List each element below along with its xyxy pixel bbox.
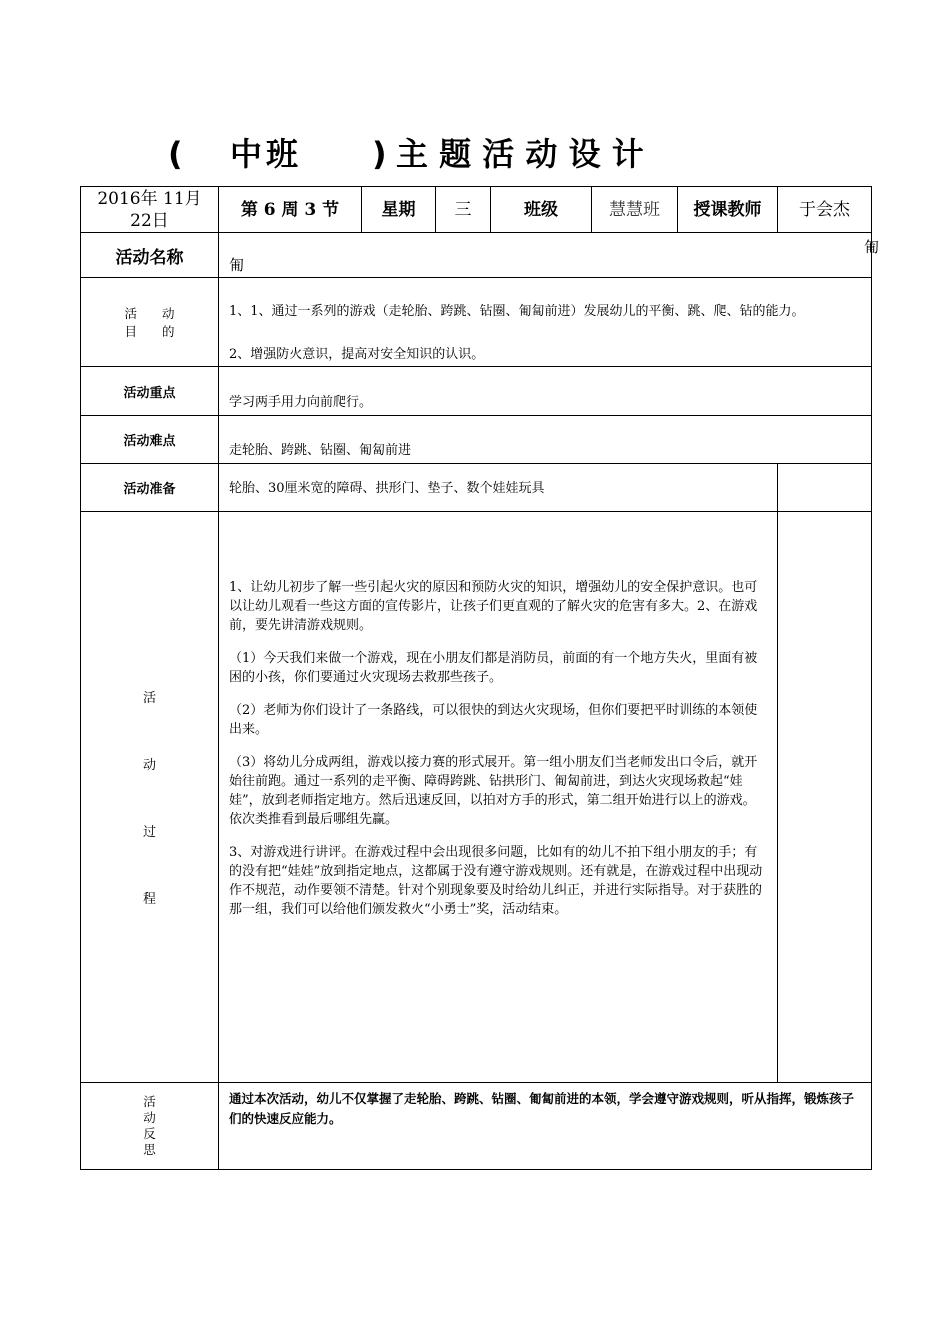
- date-cell: 2016年 11月 22日: [81, 187, 219, 233]
- weekday-label: 星期: [362, 187, 436, 233]
- header-row: [81, 187, 872, 233]
- process-row: [81, 512, 872, 1083]
- activity-name-label: 活动名称: [81, 233, 219, 278]
- week-cell: 第 6 周 3 节: [219, 187, 362, 233]
- process-extra-cell: [778, 512, 872, 1083]
- goals-content: [219, 278, 872, 367]
- class-value: 慧慧班: [592, 187, 678, 233]
- stray-character: 匍: [864, 238, 880, 256]
- title-open-paren: (: [168, 135, 183, 173]
- teacher-value: 于会杰: [778, 187, 872, 233]
- key-point-label: 活动重点: [81, 367, 219, 416]
- class-label: 班级: [491, 187, 592, 233]
- process-paragraph: （3）将幼儿分成两组，游戏以接力赛的形式展开。第一组小朋友们当老师发出口令后，就开始往前跑。通过一系列的走平衡、障碍跨跳、钻拱形门、匍匐前进，到达火灾现场救起“娃娃”，放到老师指定地方。然后迅速反回，以拍对方手的形式，第二组开始进行以上的游戏。依次类推看到最后哪组先赢。: [229, 755, 758, 827]
- reflection-row: [81, 1083, 872, 1170]
- activity-name-row: [81, 233, 872, 278]
- process-paragraph: （1）今天我们来做一个游戏，现在小朋友们都是消防员，前面的有一个地方失火，里面有被困的小孩，你们要通过火灾现场去救那些孩子。: [229, 651, 758, 685]
- reflection-value: 通过本次活动，幼儿不仅掌握了走轮胎、跨跳、钻圈、匍匐前进的本领，学会遵守游戏规则，听从指挥，锻炼孩子们的快速反应能力。: [219, 1083, 872, 1170]
- preparation-value: 轮胎、30厘米宽的障碍、拱形门、垫子、数个娃娃玩具: [219, 464, 778, 512]
- teacher-label: 授课教师: [678, 187, 778, 233]
- title-subject: 主 题 活 动 设 计: [396, 135, 644, 173]
- preparation-label: 活动准备: [81, 464, 219, 512]
- title-close-paren: ): [372, 135, 387, 173]
- reflection-label: 活 动 反 思: [81, 1083, 219, 1170]
- weekday-value: 三: [436, 187, 491, 233]
- goal-item: 2、增强防火意识，提高对安全知识的认识。: [229, 347, 485, 362]
- key-point-value: 学习两手用力向前爬行。: [219, 367, 872, 416]
- preparation-extra-cell: [778, 464, 872, 512]
- difficulty-value: 走轮胎、跨跳、钻圈、匍匐前进: [219, 416, 872, 464]
- goal-item: 1、1、通过一系列的游戏（走轮胎、跨跳、钻圈、匍匐前进）发展幼儿的平衡、跳、爬、钻的能力。: [229, 304, 805, 319]
- process-paragraph: （2）老师为你们设计了一条路线，可以很快的到达火灾现场，但你们要把平时训练的本领使出来。: [229, 703, 758, 737]
- process-content: [219, 512, 778, 1083]
- goals-row: [81, 278, 872, 367]
- activity-name-value: 匍: [219, 233, 872, 278]
- preparation-row: [81, 464, 872, 512]
- process-label: 活 动 过 程: [81, 512, 219, 1083]
- key-point-row: [81, 367, 872, 416]
- difficulty-label: 活动难点: [81, 416, 219, 464]
- title-class-name: 中班: [230, 135, 303, 173]
- document-title: [0, 130, 950, 180]
- goals-label: 活 动 目 的: [81, 278, 219, 367]
- lesson-plan-table: [80, 186, 872, 1170]
- difficulty-row: [81, 416, 872, 464]
- process-paragraph: 1、让幼儿初步了解一些引起火灾的原因和预防火灾的知识，增强幼儿的安全保护意识。也可以让幼儿观看一些这方面的宣传影片，让孩子们更直观的了解火灾的危害有多大。2、在游戏前，要先讲清游戏规则。: [229, 580, 758, 633]
- process-paragraph: 3、对游戏进行讲评。在游戏过程中会出现很多问题，比如有的幼儿不拍下组小朋友的手；有的没有把“娃娃”放到指定地点，这都属于没有遵守游戏规则。还有就是，在游戏过程中出现动作不规范，动作要领不清楚。针对个别现象要及时给幼儿纠正，并进行实际指导。对于获胜的那一组，我们可以给他们颁发救火“小勇士”奖，活动结束。: [229, 845, 763, 917]
